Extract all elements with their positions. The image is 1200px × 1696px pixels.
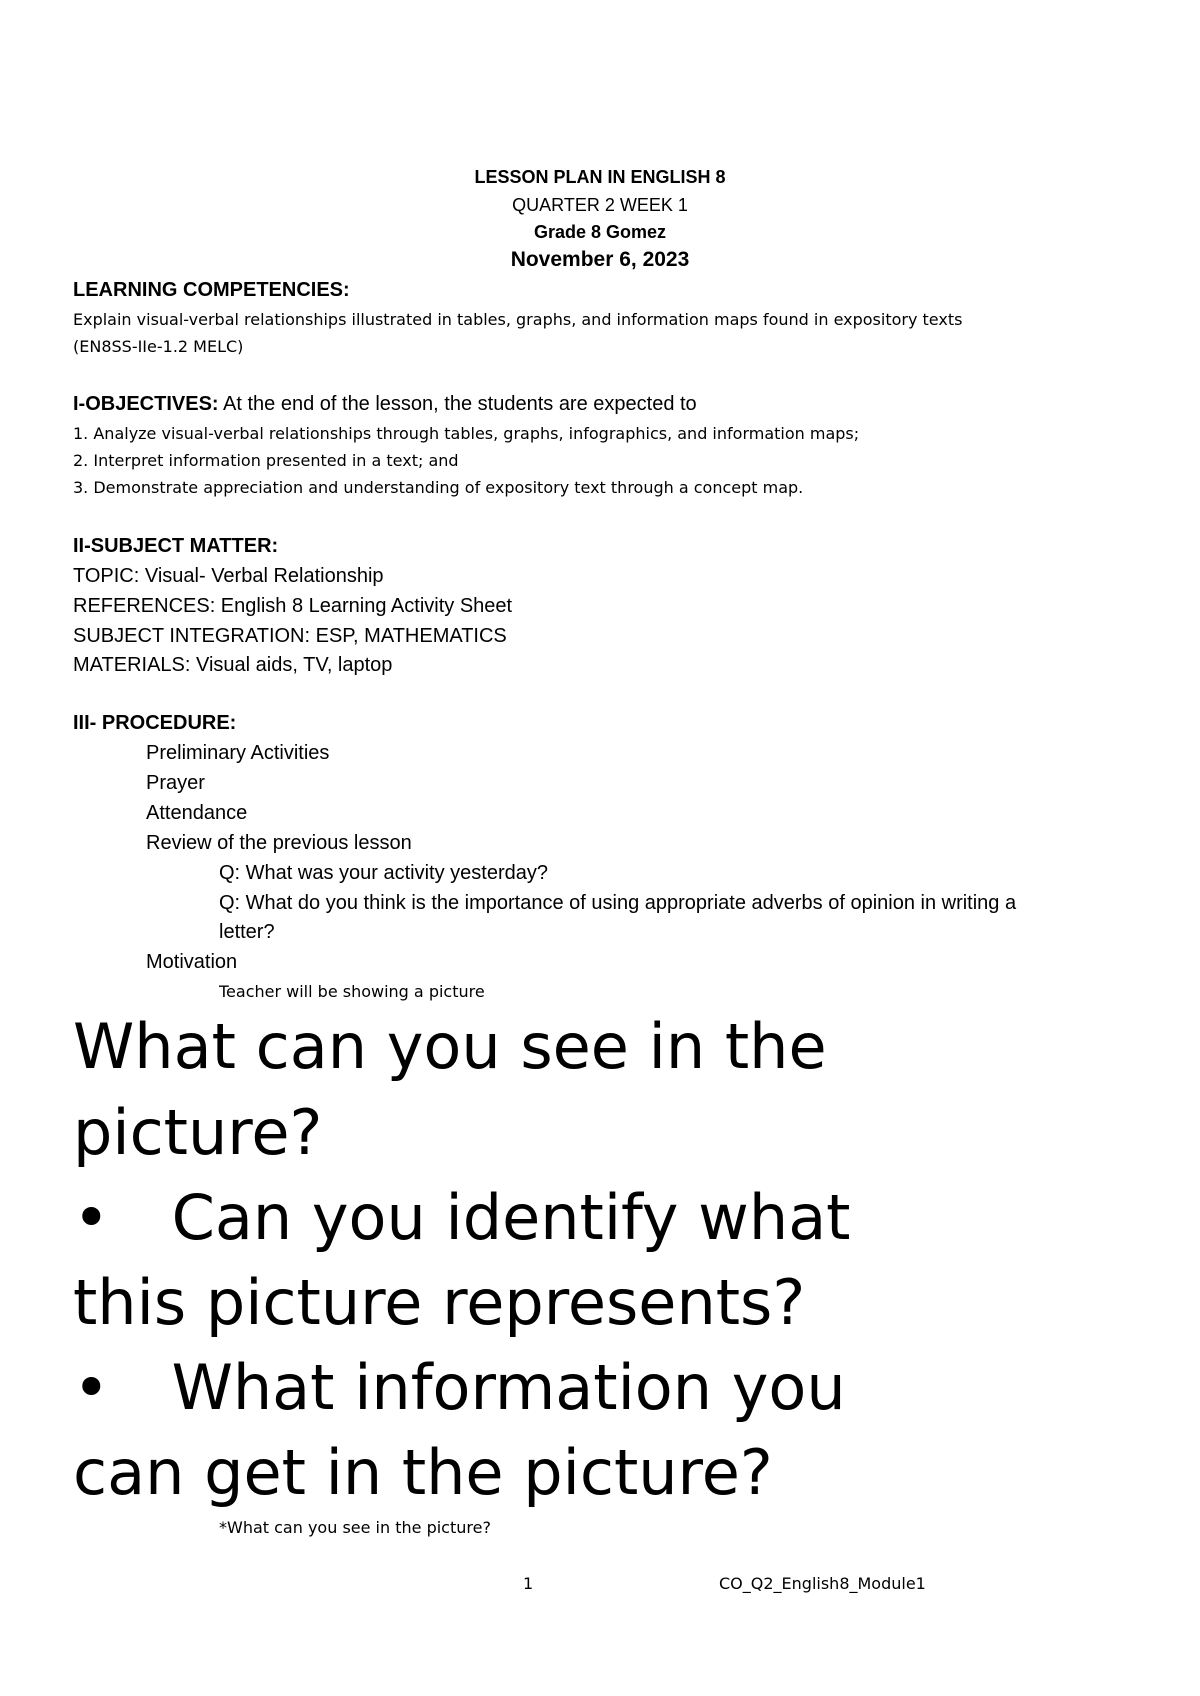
procedure-review: Review of the previous lesson (146, 832, 412, 854)
competencies-heading: LEARNING COMPETENCIES: (73, 279, 350, 301)
big-question-line: • What information you (73, 1351, 846, 1424)
big-question-line: • Can you identify what (73, 1181, 851, 1254)
big-question-line: can get in the picture? (73, 1436, 773, 1509)
lesson-date: November 6, 2023 (510, 248, 690, 271)
review-question-continued: letter? (219, 921, 275, 943)
objectives-heading: I-OBJECTIVES: (73, 393, 219, 415)
procedure-motivation: Motivation (146, 951, 238, 973)
lesson-title: LESSON PLAN IN ENGLISH 8 (474, 167, 726, 187)
objective-item: 3. Demonstrate appreciation and understanding of expository text through a concept map. (73, 478, 804, 497)
procedure-heading: III- PROCEDURE: (73, 712, 237, 734)
objective-item: 2. Interpret information presented in a text; and (73, 451, 459, 470)
subject-topic: TOPIC: Visual- Verbal Relationship (73, 565, 384, 587)
subject-matter-heading: II-SUBJECT MATTER: (73, 535, 279, 557)
grade-section: Grade 8 Gomez (533, 222, 667, 242)
subject-references: REFERENCES: English 8 Learning Activity Sheet (73, 595, 513, 617)
objectives-intro: At the end of the lesson, the students are expected to (218, 393, 697, 415)
review-question: Q: What do you think is the importance of using appropriate adverbs of opinion in writing a (219, 892, 1017, 914)
big-question-line: What can you see in the (73, 1010, 827, 1083)
big-question-line: picture? (73, 1096, 323, 1169)
procedure-prayer: Prayer (146, 772, 205, 794)
quarter-week: QUARTER 2 WEEK 1 (512, 195, 688, 215)
review-question: Q: What was your activity yesterday? (219, 862, 549, 884)
procedure-preliminary: Preliminary Activities (146, 742, 330, 764)
subject-materials: MATERIALS: Visual aids, TV, laptop (73, 654, 393, 676)
objective-item: 1. Analyze visual-verbal relationships through tables, graphs, infographics, and information maps; (73, 424, 860, 443)
procedure-attendance: Attendance (146, 802, 248, 824)
teacher-note: Teacher will be showing a picture (219, 982, 485, 1001)
objectives-line (73, 393, 697, 416)
competency-code: (EN8SS-IIe-1.2 MELC) (73, 337, 244, 356)
subject-integration: SUBJECT INTEGRATION: ESP, MATHEMATICS (73, 625, 507, 647)
module-code: CO_Q2_English8_Module1 (719, 1574, 926, 1593)
footnote: *What can you see in the picture? (219, 1518, 491, 1537)
big-question-line: this picture represents? (73, 1266, 806, 1339)
page-number: 1 (523, 1574, 534, 1593)
competency-text: Explain visual-verbal relationships illustrated in tables, graphs, and information maps found in expository texts (73, 310, 963, 329)
bullet: • (73, 1351, 110, 1424)
bullet: • (73, 1181, 110, 1254)
